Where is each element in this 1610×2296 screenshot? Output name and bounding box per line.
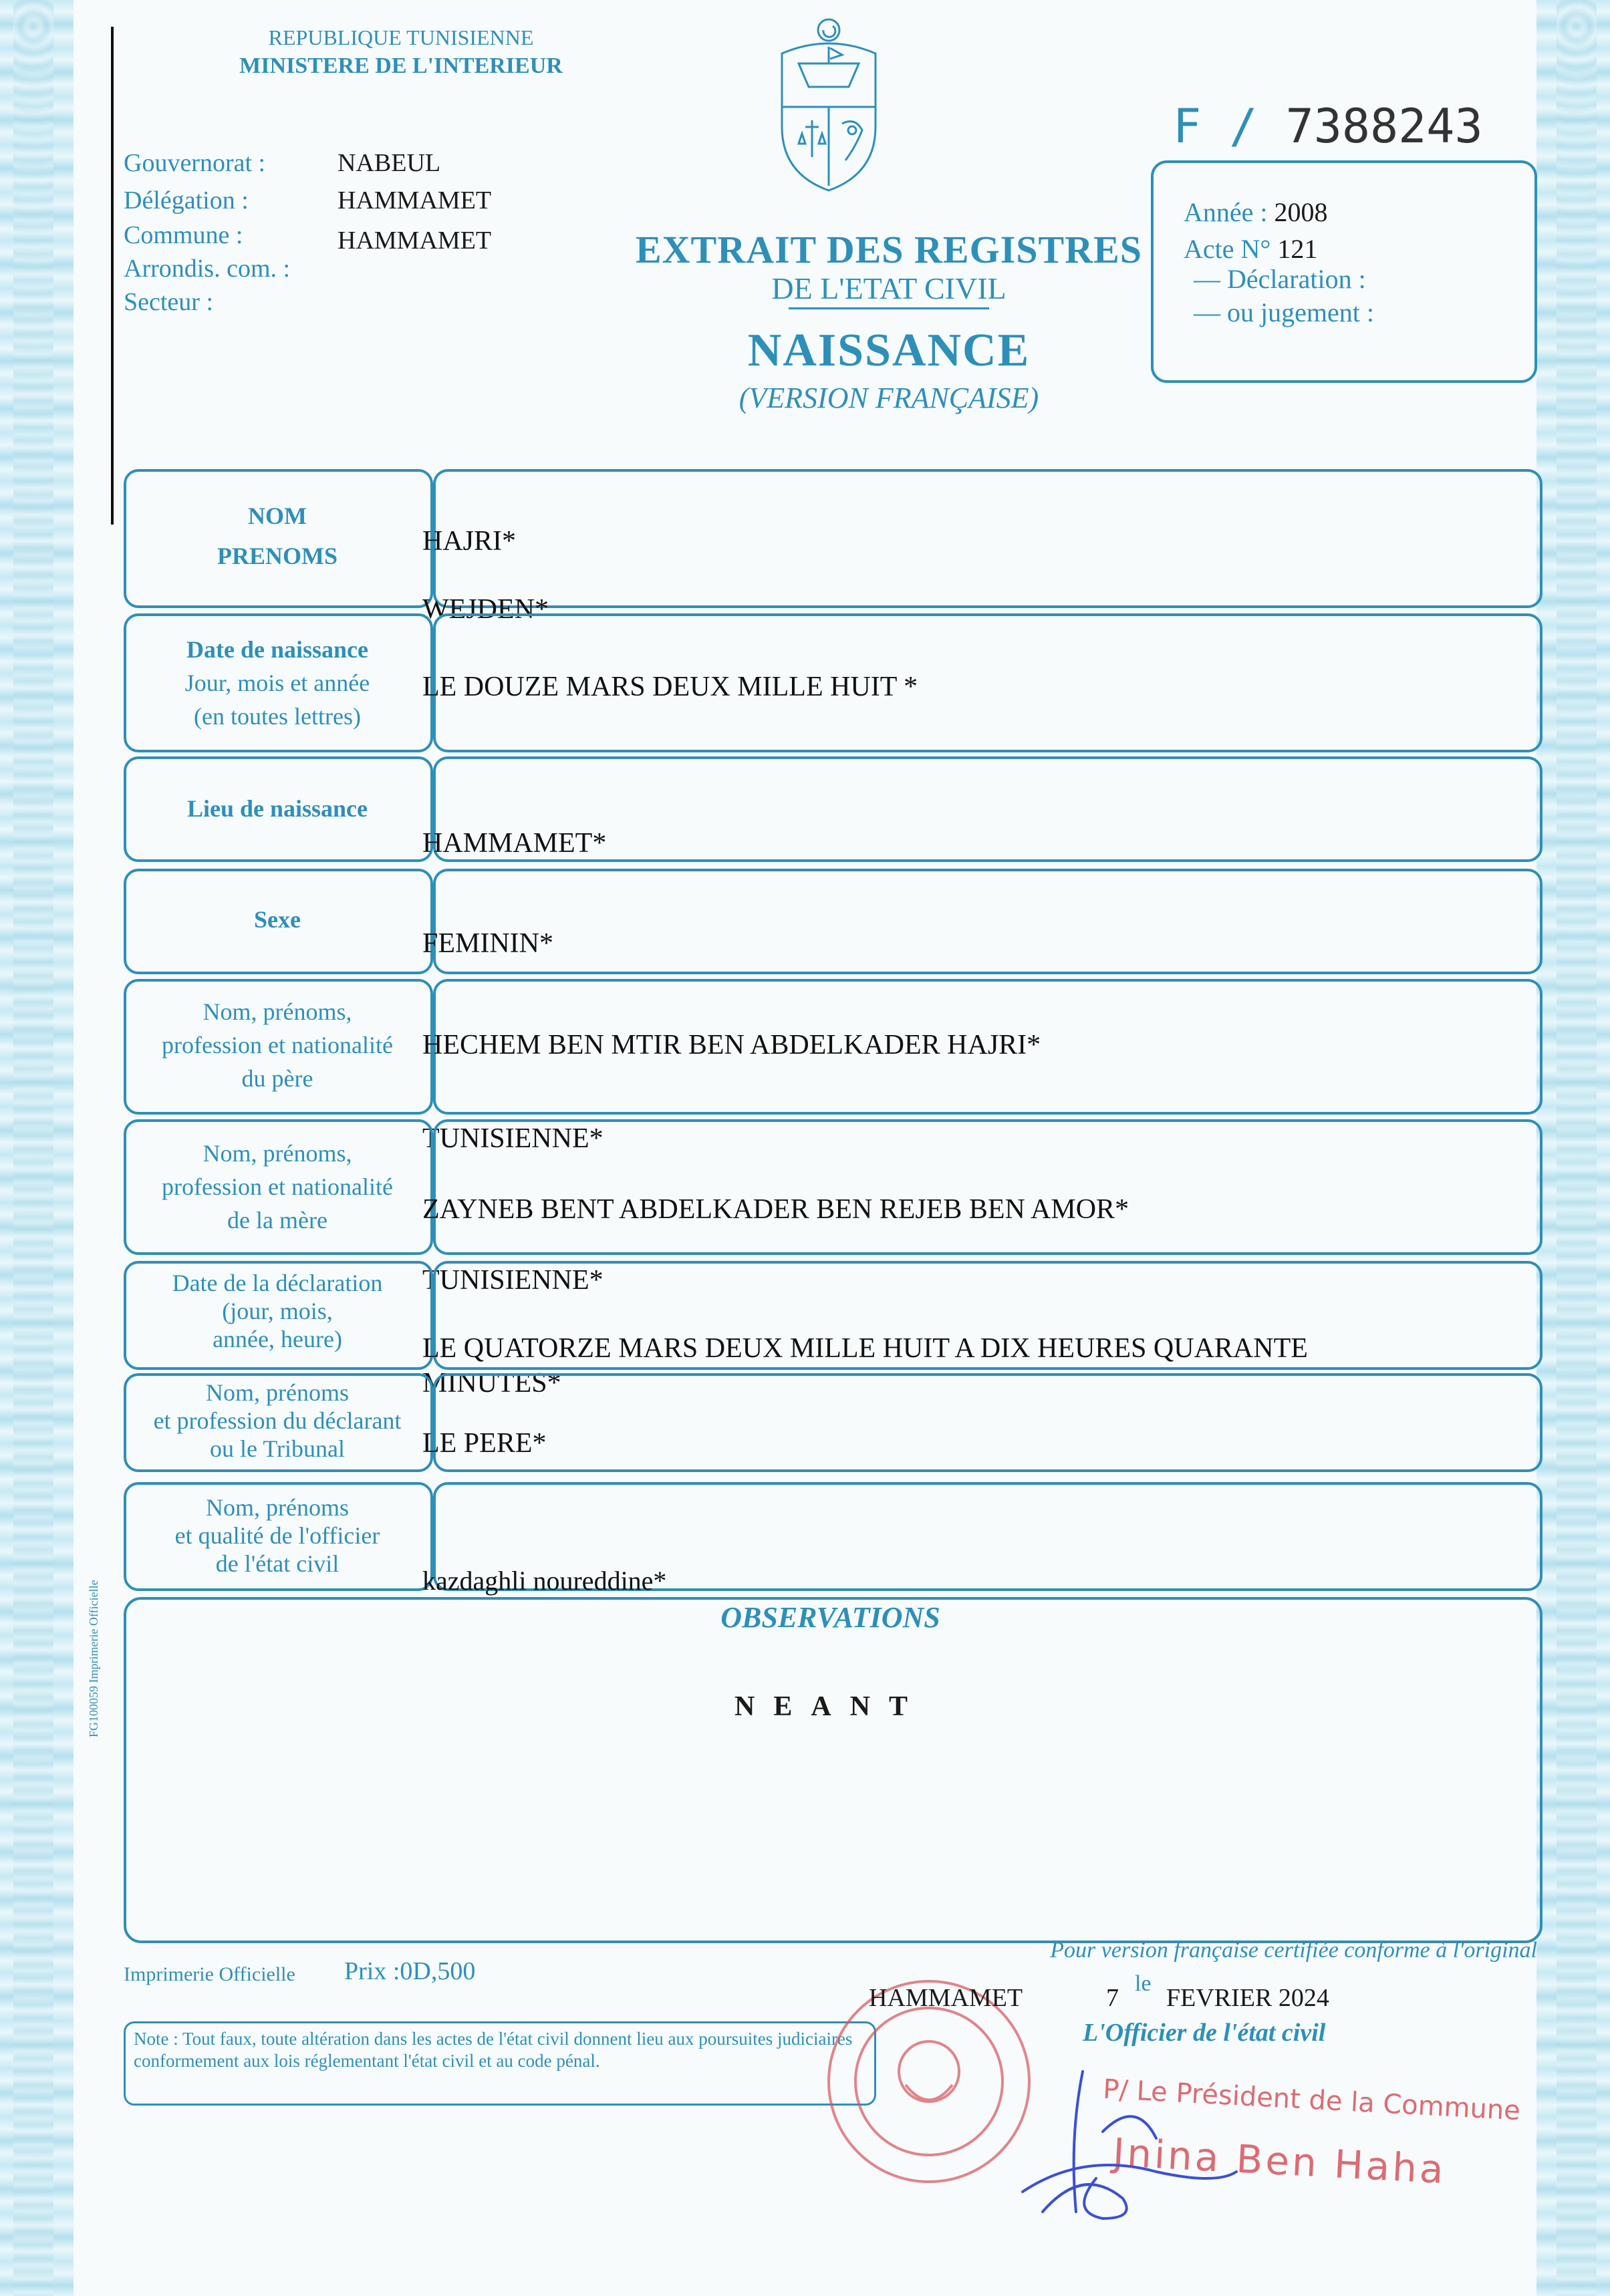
price-label: Prix :0D,500: [344, 1957, 476, 1985]
pere-nationality: TUNISIENNE*: [422, 1123, 603, 1154]
observations-title: OBSERVATIONS: [720, 1601, 940, 1634]
declarant-label-1: Nom, prénoms: [206, 1379, 349, 1406]
declaration-date-label-2: (jour, mois,: [222, 1298, 333, 1324]
officier-value: kazdaghli noureddine*: [422, 1566, 667, 1596]
declarant-value: LE PERE*: [422, 1428, 547, 1459]
print-code: FG100059 Imprimerie Officielle: [87, 1580, 100, 1737]
margin-line: [111, 27, 114, 525]
mere-value: ZAYNEB BENT ABDELKADER BEN REJEB BEN AMOR*: [422, 1194, 1129, 1225]
commune-value: HAMMAMET: [338, 227, 492, 255]
serial-value: 7388243: [1285, 99, 1483, 154]
issue-month-year: FEVRIER 2024: [1166, 1984, 1329, 2012]
dob-label: Date de naissance: [186, 636, 368, 663]
lieu-value: HAMMAMET*: [422, 828, 607, 859]
annee-value: 2008: [1274, 197, 1328, 227]
gouvernorat-label: Gouvernorat :: [124, 149, 266, 177]
mere-label-2: profession et nationalité: [162, 1173, 393, 1200]
sexe-label: Sexe: [254, 906, 301, 933]
acte-number-value: 121: [1277, 234, 1318, 264]
legal-note: Note : Tout faux, toute altération dans les actes de l'état civil donnent lieu aux poursuites judiciaires conformement aux lois réglementant l'état civil et au code pénal.: [134, 2029, 853, 2071]
document-version: (VERSION FRANÇAISE): [739, 382, 1039, 414]
acte-number-row: [1184, 233, 1317, 265]
declaration-date-label-3: année, heure): [213, 1326, 342, 1352]
acte-info-box: [1151, 160, 1537, 383]
observations-value: NEANT: [734, 1691, 927, 1722]
commune-label: Commune :: [124, 221, 243, 249]
republic-heading: REPUBLIQUE TUNISIENNE: [268, 25, 534, 49]
declaration-date-value: LE QUATORZE MARS DEUX MILLE HUIT A DIX HEURES QUARANTE: [422, 1333, 1308, 1364]
declaration-label: — Déclaration :: [1194, 264, 1366, 294]
sexe-value: FEMININ*: [422, 928, 553, 959]
dob-label-detail: Jour, mois et année: [184, 670, 370, 696]
pere-label-2: profession et nationalité: [162, 1032, 393, 1058]
mere-label-3: de la mère: [227, 1207, 327, 1234]
nom-label: NOM: [248, 503, 307, 529]
declaration-date-label-1: Date de la déclaration: [172, 1270, 383, 1296]
issue-day: 7: [1106, 1984, 1119, 2012]
officier-label-3: de l'état civil: [215, 1550, 340, 1577]
stamp-president-line: P/ Le Président de la Commune: [1102, 2073, 1521, 2127]
pere-label-1: Nom, prénoms,: [203, 998, 352, 1025]
arrondissement-label: Arrondis. com. :: [124, 255, 291, 283]
jugement-label: — ou jugement :: [1194, 297, 1374, 327]
tunisia-emblem-icon: [769, 13, 889, 200]
prenoms-label: PRENOMS: [217, 543, 338, 569]
dob-label-note: (en toutes lettres): [194, 703, 361, 730]
document-title: EXTRAIT DES REGISTRES: [635, 228, 1143, 271]
issue-day-suffix: le: [1135, 1971, 1152, 1996]
signature-icon: [1002, 2058, 1256, 2225]
prenom-value: WEJDEN*: [422, 594, 549, 625]
delegation-value: HAMMAMET: [338, 186, 492, 214]
dob-value: LE DOUZE MARS DEUX MILLE HUIT *: [422, 672, 918, 702]
document-type: NAISSANCE: [747, 325, 1031, 376]
issue-place: HAMMAMET: [869, 1984, 1023, 2012]
declaration-date-value-cont: MINUTES*: [422, 1368, 561, 1399]
decorative-border-left: [0, 0, 74, 2296]
imprimerie-label: Imprimerie Officielle: [124, 1963, 295, 1985]
lieu-label: Lieu de naissance: [186, 795, 368, 822]
ministry-heading: MINISTERE DE L'INTERIEUR: [239, 53, 563, 78]
document-subtitle: DE L'ETAT CIVIL: [771, 271, 1007, 305]
pere-value: HECHEM BEN MTIR BEN ABDELKADER HAJRI*: [422, 1030, 1041, 1060]
sexe-value-box: [433, 869, 1542, 974]
mere-nationality: TUNISIENNE*: [422, 1265, 603, 1296]
stamp-name-line: Jnina Ben Haha: [1111, 2129, 1448, 2193]
annee-row: [1184, 196, 1328, 228]
pere-label-3: du père: [241, 1065, 313, 1092]
declarant-label-3: ou le Tribunal: [209, 1435, 346, 1462]
delegation-label: Délégation :: [124, 186, 249, 214]
serial-number: [1173, 99, 1483, 154]
acte-number-label: Acte N°: [1184, 234, 1271, 264]
officier-label-2: et qualité de l'officier: [174, 1522, 380, 1549]
mere-label-1: Nom, prénoms,: [203, 1140, 352, 1167]
annee-label: Année :: [1184, 197, 1268, 227]
title-underline: [789, 307, 989, 309]
declarant-value-box: [433, 1373, 1542, 1472]
observations-box: [124, 1597, 1542, 1943]
serial-prefix: F /: [1173, 99, 1258, 154]
declarant-label-2: et profession du déclarant: [153, 1407, 402, 1434]
officer-title: L'Officier de l'état civil: [1083, 2019, 1326, 2047]
decorative-border-right: [1536, 0, 1610, 2296]
officier-label-1: Nom, prénoms: [206, 1494, 349, 1521]
mere-value-box: [433, 1119, 1542, 1255]
nom-value: HAJRI*: [422, 526, 517, 557]
secteur-label: Secteur :: [124, 288, 214, 316]
gouvernorat-value: NABEUL: [338, 149, 441, 177]
nom-value-box: [433, 469, 1542, 608]
certification-text: Pour version française certifiée conforme à l'original: [1050, 1938, 1537, 1963]
nom-label-box: [124, 469, 433, 608]
